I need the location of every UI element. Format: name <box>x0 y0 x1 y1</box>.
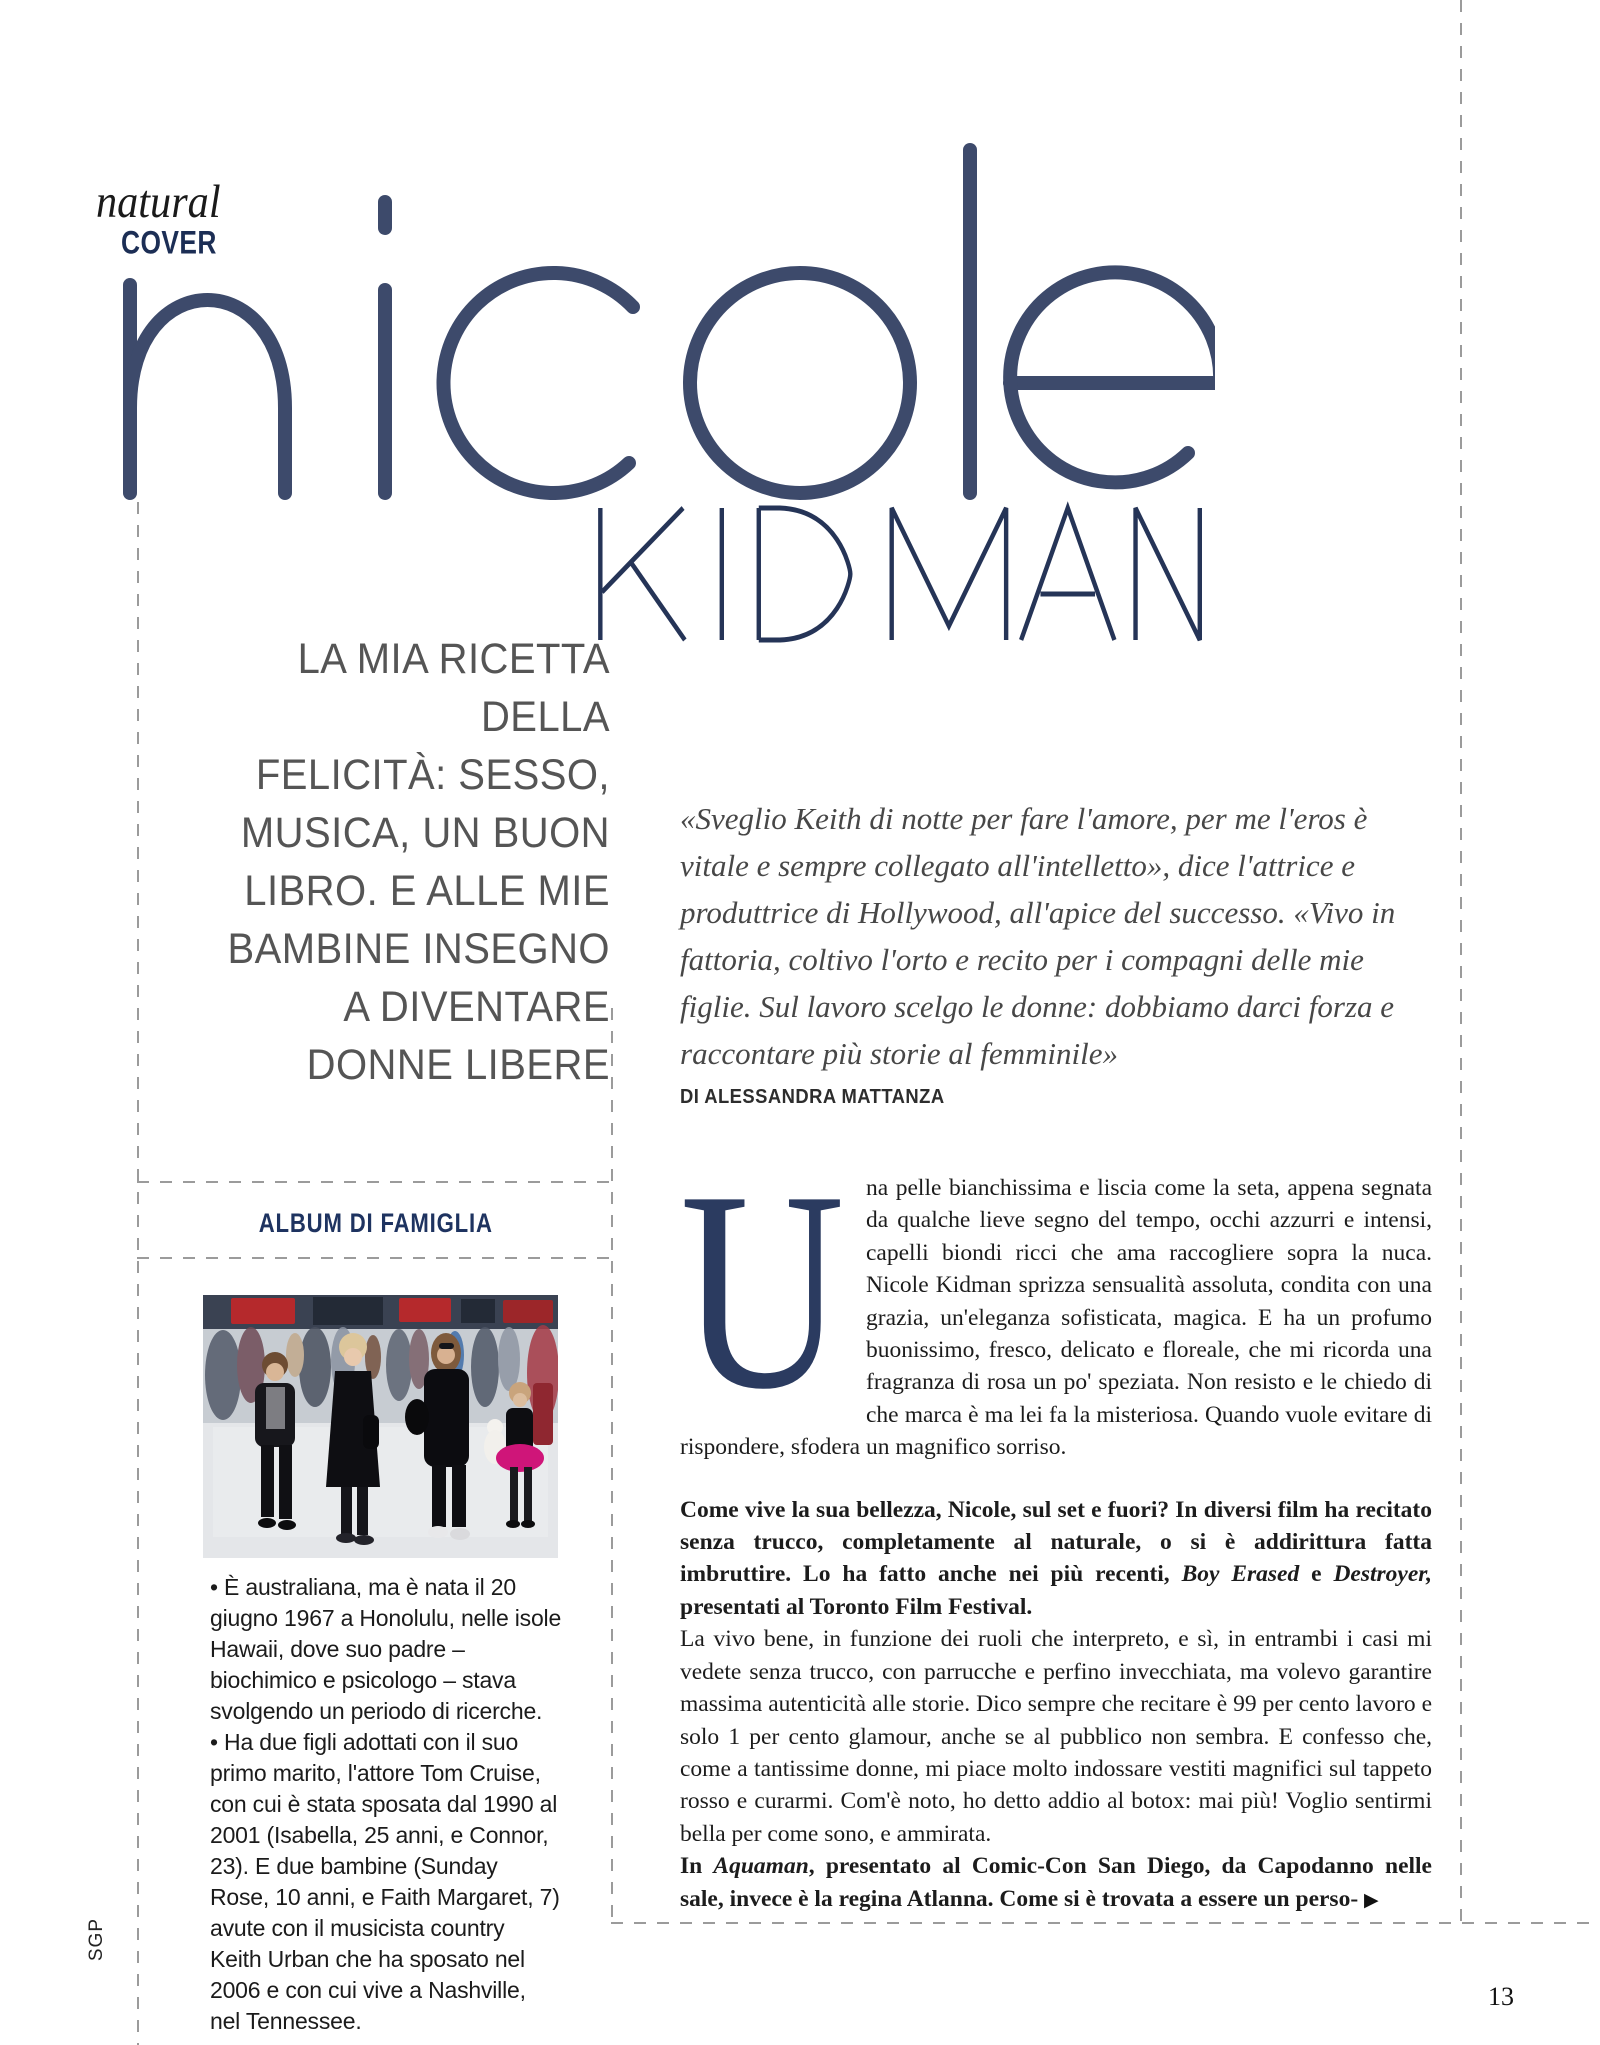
sunglasses <box>439 1343 454 1349</box>
caption-item: • È australiana, ma è nata il 20 giugno 1967 a Honolulu, nelle isole Hawaii, dove suo padre – biochimico e psicologo – stava svolgendo un periodo di ricerche. <box>210 1574 562 1724</box>
dark-screen <box>313 1297 383 1325</box>
white-sneaker <box>450 1528 470 1540</box>
letter-o <box>690 273 910 493</box>
red-suitcase <box>533 1383 553 1445</box>
question-text: Come vive la sua bellezza, Nicole, sul set e fuori? In diversi film ha recitato senza trucco, completamente al naturale, o si è addirittura fatta imbruttire. Lo ha fatto anche nei più recenti, <box>680 1496 1432 1588</box>
answer-text: In <box>680 1853 714 1880</box>
caption-item: • Ha due figli adottati con il suo primo marito, l'attore Tom Cruise, con cui è stata sposata dal 1990 al 2001 (Isabella, 25 anni, e Connor, 23). E due bambine (Sunday Rose, 10 anni, e Faith Margaret, 7) avute con il musicista country Keith Urban che ha sposato nel 2006 e con cui vive a Nashville, nel Tennessee. <box>210 1729 560 2034</box>
red-sign <box>231 1298 295 1324</box>
question-text: presentati al Toronto Film Festival. <box>680 1593 1033 1620</box>
pull-quote-line: MUSICA, UN BUON <box>240 809 610 857</box>
drop-cap: U <box>680 1132 845 1448</box>
pull-quote-line: FELICITÀ: SESSO, <box>255 751 610 799</box>
red-sign <box>503 1300 553 1323</box>
pull-quote-line: A DIVENTARE <box>343 983 610 1031</box>
article-body <box>680 1132 1433 1916</box>
dark-screen <box>461 1299 495 1323</box>
article-paragraph-3: La vivo bene, in funzione dei ruoli che interpreto, e sì, in entrambi i casi mi vedete senza trucco, con parrucche e perfino invecchiata, ma volevo garantire massima autenticità alle storie. Dico sempre che recitare è 99 per cento lavoro e solo 1 per cento glamour, anche se al pubblico non sembra. E confesso che, come a tantissime donne, mi piace molto indossare vestiti magnifici sul tappeto rosso e curarmi. Com'è noto, ho detto addio al botox: mai più! Voglio sentirmi bella per come sono, e ammirata. <box>680 1626 1432 1847</box>
dashed-rule-middle-vertical <box>611 1008 613 1923</box>
photo-caption <box>210 1572 562 2037</box>
dashed-rule-albumbox-top <box>137 1181 613 1183</box>
section-label-cover: COVER <box>121 223 217 261</box>
article-paragraph-2 <box>680 1494 1432 1624</box>
pink-tutu <box>496 1444 544 1472</box>
pull-quote-line: LIBRO. E ALLE MIE <box>244 867 611 915</box>
white-sneaker <box>428 1526 448 1538</box>
black-bag <box>405 1399 429 1435</box>
movie-title-aquaman: Aquaman <box>713 1853 809 1880</box>
intro-quote: «Sveglio Keith di notte per fare l'amore, per me l'eros è vitale e sempre collegato all'intelletto», dice l'attrice e produttrice di Hollywood, all'apice del successo. «Vivo in fattoria, coltivo l'orto e recito per i compagni delle mie figlie. Sul lavoro scelgo le donne: dobbiamo darci forza e raccontare più storie al femminile» <box>680 801 1396 1071</box>
photo-credit: SGP <box>86 1918 107 1962</box>
headline-kidman <box>588 500 1213 648</box>
pull-quote-line: DONNE LIBERE <box>306 1041 610 1089</box>
album-box-header <box>140 1196 612 1250</box>
dashed-rule-bottom-horizontal <box>611 1922 1600 1924</box>
pull-quote-line: LA MIA RICETTA DELLA <box>297 635 610 741</box>
letter-c <box>443 273 633 493</box>
handbag <box>363 1415 379 1449</box>
continued-arrow-icon: ▶ <box>1364 1888 1379 1911</box>
question-text: e <box>1299 1561 1334 1588</box>
page-number: 13 <box>1488 1982 1514 2011</box>
dashed-rule-albumbox-bottom <box>137 1257 613 1259</box>
dashed-rule-left-vertical <box>137 502 139 2045</box>
red-sign <box>399 1298 451 1322</box>
letter-n-arch <box>130 300 285 493</box>
article-paragraph-1 <box>680 1132 1432 1464</box>
movie-title-destroyer: Destroyer, <box>1333 1561 1433 1588</box>
byline: DI ALESSANDRA MATTANZA <box>680 1086 945 1108</box>
pull-quote <box>173 630 610 1094</box>
headline-nicole <box>105 140 1215 500</box>
magazine-kicker: natural <box>96 176 221 228</box>
family-airport-photo <box>203 1295 558 1558</box>
dashed-rule-right-vertical <box>1460 0 1462 1923</box>
paragraph-text: na pelle bianchissima e liscia come la seta, appena segnata da qualche lieve segno del tempo, occhi azzurri e intensi, capelli biondi ricci che ama raccogliere sopra la nuca. Nicole Kidman sprizza sensualità assoluta, condita con una grazia, un'eleganza sofisticata, magica. E ha un profumo buonissimo, fresco, delicato e floreale, che mi ricorda una fragranza di rosa un po' speziata. Non resisto e le chiedo di che marca è ma lei fa la misteriosa. Quando vuole evitare di rispondere, sfodera un magnifico sorriso. <box>680 1175 1432 1461</box>
answer-text: , presentato al Comic-Con San Diego, da Capodanno nelle sale, invece è la regina Atlanna. Come si è trovata a essere un perso- <box>680 1853 1432 1912</box>
pull-quote-line: BAMBINE INSEGNO <box>227 925 610 973</box>
album-box-title: ALBUM DI FAMIGLIA <box>258 1207 494 1238</box>
article-paragraph-4 <box>680 1850 1432 1916</box>
movie-title-boy-erased: Boy Erased <box>1181 1561 1300 1588</box>
